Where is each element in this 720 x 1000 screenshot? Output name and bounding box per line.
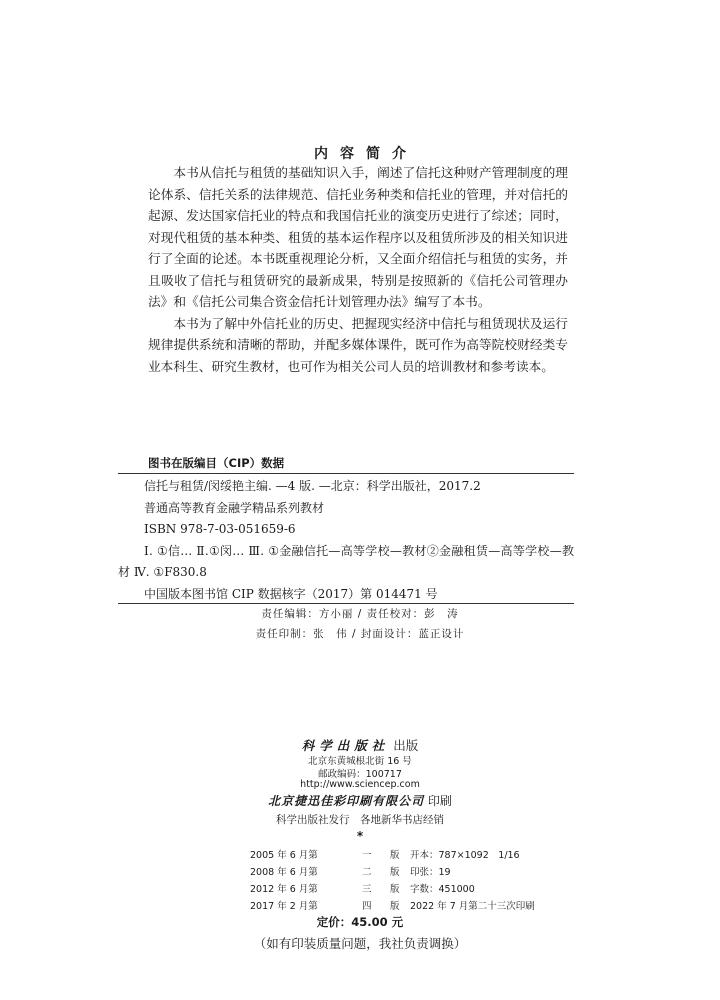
edition-row [250, 881, 535, 898]
cip-line-series: 普通高等教育金融学精品系列教材 [144, 500, 325, 515]
summary-paragraph: 本书为了解中外信托业的历史、把握现实经济中信托与租赁现状及运行规律提供系统和清晰的帮助，并配多媒体课件，既可作为高等院校财经类专业本科生、研究生教材，也可作为相关公司人员的培训教材和参考读本。 [148, 315, 568, 374]
edition-row [250, 898, 535, 915]
edition-row [250, 864, 535, 881]
printer-suffix: 印刷 [427, 794, 452, 808]
edition-label: 版 [390, 867, 400, 878]
editor-credits: 责任编辑：方小丽 / 责任校对：彭 涛 [261, 608, 459, 620]
cip-line-title: 信托与租赁/闵绥艳主编. —4 版. —北京：科学出版社，2017.2 [144, 479, 481, 493]
edition-table [250, 847, 535, 915]
cip-line-record: 中国版本图书馆 CIP 数据核字（2017）第 014471 号 [144, 586, 438, 601]
publisher-address: 北京东黄城根北街 16 号 [308, 756, 412, 767]
summary-paragraph: 本书从信托与租赁的基础知识入手，阐述了信托这种财产管理制度的理论体系、信托关系的法律规范、信托业务种类和信托业的管理，并对信托的起源、发达国家信托业的特点和我国信托业的演变历史进行了综述；同时，对现代租赁的基本种类、租赁的基本运作程序以及租赁所涉及的相关知识进行了全面的论述。本书既重视理论分析，又全面介绍信托与租赁的实务，并且吸收了信托与租赁研究的最新成果，特别是按照新的《信托公司管理办法》和《信托公司集合资金信托计划管理办法》编写了本书。 [148, 165, 568, 309]
production-credits: 责任印制：张 伟 / 封面设计：蓝正设计 [255, 628, 465, 640]
edition-date: 2005 年 6 月第 [250, 850, 318, 861]
publisher-logo-text: 科学出版社 [301, 738, 390, 753]
distribution-line: 科学出版社发行 各地新华书店经销 [276, 814, 444, 826]
publisher-line [0, 736, 720, 754]
edition-date: 2008 年 6 月第 [250, 867, 318, 878]
publisher-website: http://www.sciencep.com [300, 779, 420, 790]
cip-line-isbn: ISBN 978-7-03-051659-6 [144, 522, 296, 537]
summary-body [148, 162, 568, 377]
printer-line [0, 792, 720, 809]
edition-label: 版 [390, 901, 400, 912]
publisher-postcode: 邮政编码：100717 [318, 769, 402, 780]
edition-date: 2017 年 2 月第 [250, 901, 318, 912]
price: 定价：45.00 元 [316, 915, 404, 929]
edition-number: 一 [362, 850, 372, 861]
edition-info: 印张：19 [410, 867, 451, 878]
edition-row [250, 847, 535, 864]
cip-bottom-rule [118, 603, 574, 604]
edition-label: 版 [390, 850, 400, 861]
publisher-suffix: 出版 [393, 738, 419, 753]
edition-number: 三 [362, 884, 372, 895]
edition-number: 二 [362, 867, 372, 878]
cip-top-rule [118, 473, 574, 474]
quality-notice: （如有印装质量问题，我社负责调换） [253, 936, 467, 951]
edition-number: 四 [362, 901, 372, 912]
cip-heading: 图书在版编目（CIP）数据 [148, 456, 285, 470]
separator-star: * [356, 829, 364, 843]
cip-line-classification: Ⅰ. ①信… Ⅱ.①闵… Ⅲ. ①金融信托—高等学校—教材②金融租赁—高等学校—教材 Ⅳ. ①F830.8 [118, 543, 574, 580]
edition-date: 2012 年 6 月第 [250, 884, 318, 895]
printer-name: 北京捷迅佳彩印刷有限公司 [268, 794, 425, 808]
cip-block [118, 476, 574, 606]
edition-info: 字数：451000 [410, 884, 475, 895]
edition-info: 2022 年 7 月第二十三次印刷 [410, 901, 535, 912]
edition-info: 开本：787×1092 1/16 [410, 850, 520, 861]
summary-title: 内容简介 [314, 146, 418, 162]
edition-label: 版 [390, 884, 400, 895]
